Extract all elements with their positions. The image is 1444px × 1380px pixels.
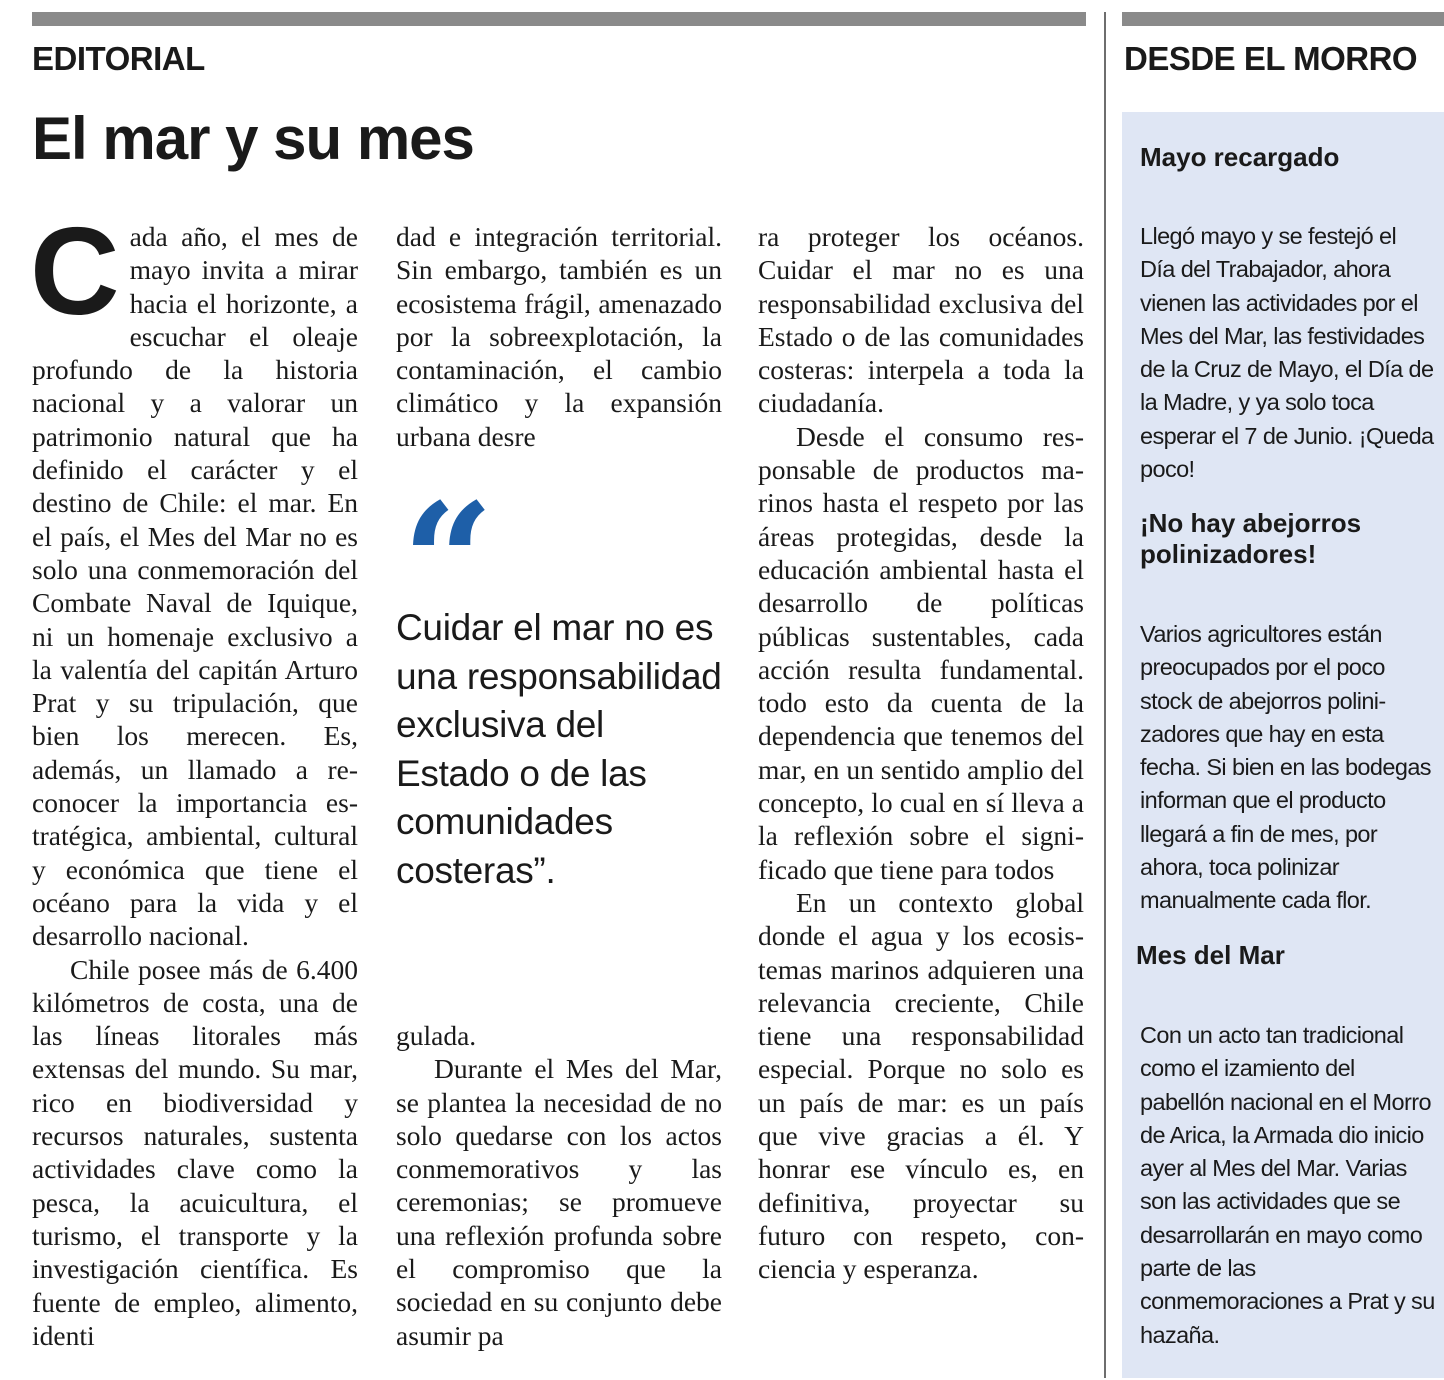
quote-mark-icon: “ [402, 468, 495, 656]
section-label-editorial: EDITORIAL [32, 40, 205, 77]
headline: El mar y su mes [32, 105, 474, 172]
pull-quote: Cuidar el mar no es una responsabilidad exclusiva del Estado o de las comunidades costeras”. [396, 607, 722, 891]
paragraph: En un contexto global donde el agua y los ecosistemas marinos adquieren una relevancia creciente, Chile tiene una responsabilidad especial. Porque no solo es un país de mar: es un país que vive gracias a él. Y honrar ese vínculo es, en definitiva, proyectar su futuro con respeto, conciencia y esperanza. [758, 886, 1084, 1285]
paragraph: ra proteger los océanos. Cuidar el mar no es una responsabilidad exclusiva del Estado o de las comunidades costeras: interpela a toda la ciudadanía. [758, 221, 1084, 419]
editorial-top-rule [32, 12, 1086, 26]
body-column-2-bottom [396, 1019, 722, 1352]
body-column-2-top [396, 220, 722, 453]
sidebar-item-text: Con un acto tan tradicional como el izamiento del pabellón nacional en el Morro de Arica, la Armada dio inicio ayer al Mes del Mar. Varias son las actividades que se desarrollarán en mayo como parte de las conmemoraciones a Prat y su hazaña. [1140, 1022, 1435, 1348]
sidebar-top-rule [1122, 12, 1444, 26]
drop-cap: C [30, 203, 120, 341]
paragraph: Chile posee más de 6.400 kilómetros de costa, una de las líneas litorales más extensas del mundo. Su mar, rico en biodiversidad y recursos naturales, sustenta actividades clave como la pesca, la acuicultura, el turismo, el transporte y la investigación científica. Es fuente de empleo, alimento, identi [32, 953, 358, 1351]
paragraph: gulada. [396, 1020, 477, 1051]
sidebar-item-title: Mes del Mar [1136, 940, 1285, 970]
column-divider [1104, 12, 1106, 1378]
paragraph-text: ada año, el mes de mayo invita a mirar hacia el horizonte, a escuchar el oleaje profundo de la historia nacional y a valorar un patrimonio natural que ha definido el carácter y el destino de Chile: el mar. En el país, el Mes del Mar no es solo una conmemoración del Combate Naval de Iquique, ni un homenaje exclusivo a la valentía del capitán Arturo Prat y su tripulación, que bien los merecen. Es, además, un llamado a reconocer la importancia estratégica, ambiental, cultural y económica que tiene el océano para la vida y el desarrollo nacional. [32, 221, 358, 952]
body-column-1 [30, 203, 358, 1352]
sidebar-item-text: Llegó mayo y se festejó el Día del Trabajador, ahora vienen las actividades por el Mes del Mar, las festividades de la Cruz de Mayo, el Día de la Madre, y ya solo toca esperar el 7 de Junio. ¡Queda poco! [1140, 223, 1434, 483]
section-label-desde-el-morro: DESDE EL MORRO [1124, 40, 1418, 77]
paragraph: Desde el consumo responsable de productos marinos hasta el respeto por las áreas protegidas, desde la educación ambiental hasta el desarrollo de políticas públicas sustentables, cada acción resulta fundamental. todo esto da cuenta de la dependencia que tenemos del mar, en un sentido amplio del concepto, lo cual en sí lleva a la reflexión sobre el significado que tiene para todos [758, 420, 1084, 885]
sidebar-item-title: Mayo recargado [1140, 142, 1340, 172]
sidebar-item-text: Varios agricultores están preocupados por el poco stock de abejorros polinizadores que hay en esta fecha. Si bien en las bodegas informan que el producto llegará a fin de mes, por ahora, toca polinizar manualmente cada flor. [1140, 621, 1431, 914]
paragraph: Durante el Mes del Mar, se plantea la necesidad de no solo quedarse con los actos conmemorativos y las ceremonias; se promueve una reflexión profunda sobre el compromiso que la sociedad en su conjunto debe asumir pa [396, 1053, 722, 1351]
paragraph: dad e integración territorial. Sin embargo, también es un ecosistema frágil, amenazado por la sobreexplotación, la contaminación, el cambio climático y la expansión urbana desre [396, 221, 722, 452]
body-column-3 [758, 220, 1084, 1286]
sidebar-item-title: ¡No hay abejorros polinizadores! [1140, 508, 1362, 569]
paragraph [30, 203, 358, 953]
